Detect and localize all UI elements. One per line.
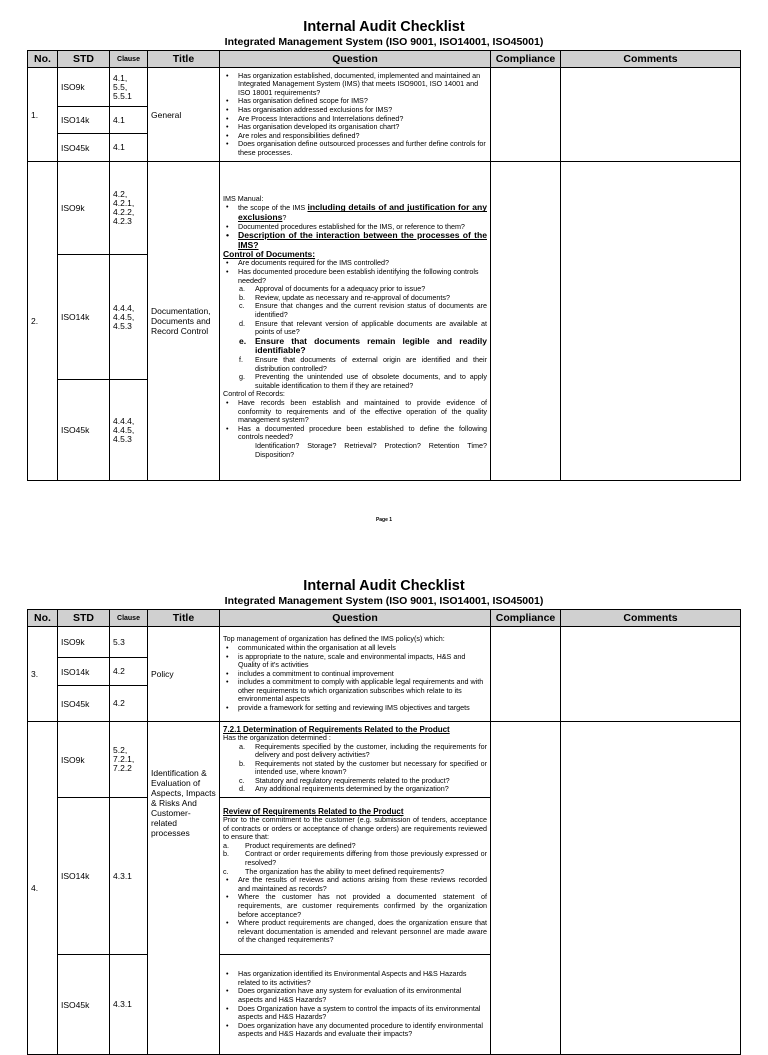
document-title: Internal Audit Checklist	[303, 578, 465, 594]
item-letter: a.	[239, 284, 245, 294]
section-header: Review of Requirements Related to the Product	[223, 807, 404, 817]
item-text: The organization has the ability to meet defined requirements?	[245, 866, 444, 876]
clause-cell: 4.1, 5.5, 5.5.1	[110, 68, 148, 107]
row-number: 1.	[28, 68, 58, 162]
header-title: Title	[148, 610, 220, 627]
item-letter: b.	[223, 849, 229, 859]
question-item: • provide a framework for setting and reviewing IMS objectives and targets	[223, 704, 487, 713]
header-question: Question	[220, 610, 491, 627]
question-item: • is appropriate to the nature, scale and environmental impacts, H&S and Quality of it's activities	[223, 653, 487, 670]
question-item	[223, 203, 487, 222]
question-item: • Are roles and responsibilities defined?	[223, 132, 487, 141]
question-item: • Description of the interaction between the processes of the IMS?	[223, 231, 487, 250]
header-comments: Comments	[561, 51, 741, 68]
document-title: Internal Audit Checklist	[303, 19, 465, 35]
clause-cell: 4.4.4, 4.4.5, 4.5.3	[110, 380, 148, 481]
std-cell: ISO45k	[58, 134, 110, 162]
compliance-cell[interactable]	[491, 162, 561, 481]
clause-cell: 5.3	[110, 627, 148, 658]
item-text: Ensure that relevant version of applicable documents are available at points of use?	[255, 318, 487, 337]
comments-cell[interactable]	[561, 722, 741, 1055]
title-cell: Identification & Evaluation of Aspects, Impacts & Risks And Customer-related processes	[148, 722, 220, 1055]
std-cell: ISO14k	[58, 658, 110, 686]
question-cell	[220, 722, 491, 798]
table-header-row	[28, 51, 741, 68]
item-letter: b.	[239, 758, 245, 768]
std-cell: ISO14k	[58, 255, 110, 380]
std-cell: ISO9k	[58, 162, 110, 255]
question-item: • Has organisation addressed exclusions for IMS?	[223, 106, 487, 115]
question-item: • Has organisation defined scope for IMS?	[223, 97, 487, 106]
question-subitem	[223, 743, 487, 760]
clause-cell: 4.3.1	[110, 798, 148, 955]
std-cell: ISO45k	[58, 380, 110, 481]
std-cell: ISO9k	[58, 627, 110, 658]
question-subitem	[223, 760, 487, 777]
header-compliance: Compliance	[491, 610, 561, 627]
title-cell: General	[148, 68, 220, 162]
header-no: No.	[28, 610, 58, 627]
clause-cell: 4.4.4, 4.4.5, 4.5.3	[110, 255, 148, 380]
question-item: • includes a commitment to comply with applicable legal requirements and with other requirements to which organization subscribes which relate to its environmental aspects	[223, 678, 487, 704]
question-subitem	[223, 320, 487, 337]
question-subitem	[223, 373, 487, 390]
item-text: Ensure that documents remain legible and readily identifiable?	[255, 335, 487, 356]
clause-cell: 4.2, 4.2.1, 4.2.2, 4.2.3	[110, 162, 148, 255]
item-letter: e.	[239, 335, 247, 346]
header-question: Question	[220, 51, 491, 68]
question-item: • Documented procedures established for the IMS, or reference to them?	[223, 223, 487, 232]
item-letter: b.	[239, 292, 245, 302]
question-item: • Are documents required for the IMS controlled?	[223, 259, 487, 268]
item-letter: c.	[223, 866, 229, 876]
document-subtitle: Integrated Management System (ISO 9001, ISO14001, ISO45001)	[224, 36, 544, 48]
item-letter: c.	[239, 775, 245, 785]
item-text: Approval of documents for a adequacy prior to issue?	[255, 284, 426, 294]
std-cell: ISO45k	[58, 686, 110, 722]
question-subitem	[223, 302, 487, 319]
question-text: the scope of the IMS	[238, 203, 308, 213]
question-cell	[220, 162, 491, 481]
question-item: • Are Process Interactions and Interrelations defined?	[223, 115, 487, 124]
question-subitem	[223, 850, 487, 867]
compliance-cell[interactable]	[491, 722, 561, 1055]
compliance-cell[interactable]	[491, 68, 561, 162]
question-emphasis: including details of and justification for any exclusions	[238, 202, 487, 223]
item-letter: a.	[223, 840, 229, 850]
question-subitem	[223, 356, 487, 373]
row-number: 3.	[28, 627, 58, 722]
table-row	[28, 627, 741, 658]
question-item: • Has organisation developed its organisation chart?	[223, 123, 487, 132]
question-item: • Does organization have any documented procedure to identify environmental aspects and H&S Hazards and evaluate their impacts?	[223, 1022, 487, 1039]
question-item: • Does organisation define outsourced processes and further define controls for these processes.	[223, 140, 487, 157]
question-item: • includes a commitment to continual improvement	[223, 670, 487, 679]
question-item: • Have records been establish and maintained to provide evidence of conformity to requirements and of the effective operation of the quality management system?	[223, 399, 487, 425]
clause-cell: 4.2	[110, 686, 148, 722]
header-clause: Clause	[110, 51, 148, 68]
question-item: • communicated within the organisation at all levels	[223, 644, 487, 653]
row-number: 4.	[28, 722, 58, 1055]
std-cell: ISO45k	[58, 955, 110, 1055]
question-item: • Has organization identified its Environmental Aspects and H&S Hazards related to its activities?	[223, 970, 487, 987]
question-cell	[220, 68, 491, 162]
item-text: Statutory and regulatory requirements related to the product?	[255, 775, 450, 785]
question-item: • Has a documented procedure been established to define the following controls needed?	[223, 425, 487, 442]
question-item: • Where product requirements are changed, does the organization ensure that relevant documentation is amended and relevant personnel are made aware of the changed requirements?	[223, 919, 487, 945]
table-header-row	[28, 610, 741, 627]
question-cell	[220, 798, 491, 955]
comments-cell[interactable]	[561, 627, 741, 722]
question-item: • Are the results of reviews and actions arising from these reviews recorded and maintained as records?	[223, 876, 487, 893]
table-row	[28, 722, 741, 798]
header-std: STD	[58, 51, 110, 68]
item-letter: a.	[239, 741, 245, 751]
question-intro: Prior to the commitment to the customer (e.g. submission of tenders, acceptance of contracts or orders or acceptance of change orders) are requirements reviewed to ensure that:	[223, 815, 487, 842]
question-intro: Has the organization determined :	[223, 732, 331, 742]
std-cell: ISO9k	[58, 68, 110, 107]
item-letter: f.	[239, 354, 243, 364]
header-clause: Clause	[110, 610, 148, 627]
page-number: Page 1	[375, 517, 393, 523]
item-letter: d.	[239, 784, 245, 794]
std-cell: ISO14k	[58, 798, 110, 955]
compliance-cell[interactable]	[491, 627, 561, 722]
item-text: Ensure that changes and the current revision status of documents are identified?	[255, 301, 487, 320]
question-intro: Top management of organization has defined the IMS policy(s) which:	[223, 634, 445, 644]
section-header: Control of Documents:	[223, 249, 316, 260]
comments-cell[interactable]	[561, 162, 741, 481]
header-title: Title	[148, 51, 220, 68]
row-number: 2.	[28, 162, 58, 481]
records-controls: Identification? Storage? Retrieval? Protection? Retention Time? Disposition?	[255, 440, 487, 459]
comments-cell[interactable]	[561, 68, 741, 162]
audit-table	[27, 50, 741, 481]
question-cell	[220, 955, 491, 1055]
document-subtitle: Integrated Management System (ISO 9001, ISO14001, ISO45001)	[224, 595, 544, 607]
ims-manual-label: IMS Manual:	[223, 193, 264, 203]
clause-cell: 4.1	[110, 107, 148, 134]
item-letter: g.	[239, 372, 245, 382]
item-text: Preventing the unintended use of obsolete documents, and to apply suitable identification to them if they are retained?	[255, 372, 487, 390]
clause-cell: 5.2, 7.2.1, 7.2.2	[110, 722, 148, 798]
item-text: Review, update as necessary and re-approval of documents?	[255, 292, 450, 302]
clause-cell: 4.3.1	[110, 955, 148, 1055]
question-subitem	[223, 337, 487, 356]
item-text: Contract or order requirements differing from those previously expressed or resolved?	[245, 849, 487, 868]
item-text: Requirements specified by the customer, including the requirements for delivery and post delivery activities?	[255, 741, 487, 760]
audit-table	[27, 609, 741, 1055]
question-item: • Does organization have any system for evaluation of its environmental aspects and H&S Hazards?	[223, 987, 487, 1004]
table-row	[28, 162, 741, 255]
header-no: No.	[28, 51, 58, 68]
question-item: • Has documented procedure been establish identifying the following controls needed?	[223, 268, 487, 285]
question-item: • Does Organization have a system to control the impacts of its environmental aspects and H&S Hazards?	[223, 1005, 487, 1022]
clause-cell: 4.2	[110, 658, 148, 686]
item-text: Ensure that documents of external origin are identified and their distribution controlled?	[255, 354, 487, 373]
header-compliance: Compliance	[491, 51, 561, 68]
table-row	[28, 68, 741, 107]
section-header: 7.2.1 Determination of Requirements Related to the Product	[223, 724, 450, 734]
item-text: Any additional requirements determined by the organization?	[255, 784, 449, 794]
question-subitem	[223, 785, 487, 794]
header-std: STD	[58, 610, 110, 627]
question-cell	[220, 627, 491, 722]
item-letter: c.	[239, 301, 245, 311]
header-comments: Comments	[561, 610, 741, 627]
question-text: ?	[282, 213, 287, 223]
item-text: Product requirements are defined?	[245, 840, 356, 850]
item-letter: d.	[239, 318, 245, 328]
item-text: Requirements not stated by the customer but necessary for specified or intended use, where known?	[255, 758, 487, 777]
std-cell: ISO9k	[58, 722, 110, 798]
title-cell: Documentation, Documents and Record Control	[148, 162, 220, 481]
section-header: Control of Records:	[223, 389, 285, 399]
question-item: • Has organization established, documented, implemented and maintained an Integrated Management System (IMS) that meets ISO9001, ISO 14001 and ISO 18001 requirements?	[223, 72, 487, 98]
clause-cell: 4.1	[110, 134, 148, 162]
std-cell: ISO14k	[58, 107, 110, 134]
title-cell: Policy	[148, 627, 220, 722]
question-item: • Where the customer has not provided a documented statement of requirements, are customer requirements confirmed by the organization before acceptance?	[223, 893, 487, 919]
